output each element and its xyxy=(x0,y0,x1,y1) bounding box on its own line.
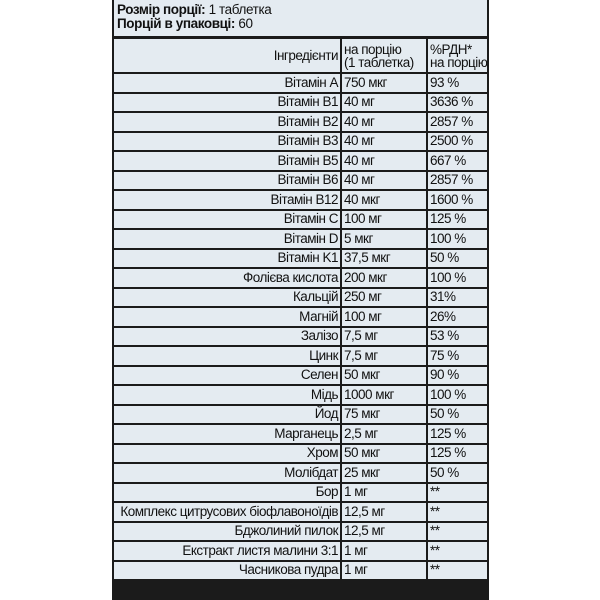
servings-per-container xyxy=(117,17,487,31)
ingredient-rda: ** xyxy=(427,541,487,561)
ingredient-rda: ** xyxy=(427,502,487,522)
ingredient-amount: 40 мг xyxy=(341,171,427,191)
ingredient-name: Вітамін B1 xyxy=(114,93,341,113)
ingredient-name: Фолієва кислота xyxy=(114,268,341,288)
supplement-facts-panel xyxy=(112,0,489,600)
ingredient-amount: 40 мг xyxy=(341,93,427,113)
table-row xyxy=(114,171,487,191)
ingredients-table xyxy=(114,39,487,579)
table-row xyxy=(114,268,487,288)
ingredient-name: Молібдат xyxy=(114,463,341,483)
ingredient-name: Вітамін A xyxy=(114,73,341,93)
ingredient-rda: 667 % xyxy=(427,151,487,171)
header-rda-line1: %РДН* xyxy=(430,41,472,57)
table-row xyxy=(114,405,487,425)
ingredient-name: Бор xyxy=(114,483,341,503)
ingredient-name: Вітамін B6 xyxy=(114,171,341,191)
table-row xyxy=(114,561,487,580)
ingredient-name: Вітамін B5 xyxy=(114,151,341,171)
ingredient-amount: 1 мг xyxy=(341,561,427,580)
ingredient-name: Залізо xyxy=(114,327,341,347)
header-amount-line2: (1 таблетка) xyxy=(344,54,414,70)
ingredient-rda: 50 % xyxy=(427,405,487,425)
ingredient-amount: 50 мкг xyxy=(341,444,427,464)
ingredient-name: Хром xyxy=(114,444,341,464)
table-row xyxy=(114,424,487,444)
ingredient-name: Магній xyxy=(114,307,341,327)
ingredient-rda: 50 % xyxy=(427,249,487,269)
ingredient-rda: ** xyxy=(427,561,487,580)
ingredient-amount: 250 мг xyxy=(341,288,427,308)
header-rda-line2: на порцію xyxy=(430,54,487,70)
ingredient-name: Цинк xyxy=(114,346,341,366)
ingredient-name: Вітамін B2 xyxy=(114,112,341,132)
ingredient-name: Вітамін K1 xyxy=(114,249,341,269)
ingredient-amount: 40 мкг xyxy=(341,190,427,210)
ingredient-amount: 40 мг xyxy=(341,151,427,171)
table-row xyxy=(114,93,487,113)
servings-per-container-value: 60 xyxy=(238,16,253,31)
ingredient-name: Мідь xyxy=(114,385,341,405)
table-header-row xyxy=(114,39,487,73)
serving-size-value: 1 таблетка xyxy=(208,2,272,17)
ingredient-name: Вітамін B3 xyxy=(114,132,341,152)
table-row xyxy=(114,327,487,347)
ingredient-name: Вітамін D xyxy=(114,229,341,249)
ingredient-amount: 200 мкг xyxy=(341,268,427,288)
ingredient-rda: ** xyxy=(427,522,487,542)
table-row xyxy=(114,307,487,327)
ingredient-amount: 12,5 мг xyxy=(341,502,427,522)
ingredient-rda: 26% xyxy=(427,307,487,327)
table-row xyxy=(114,541,487,561)
ingredient-amount: 7,5 мг xyxy=(341,346,427,366)
table-row xyxy=(114,346,487,366)
serving-info xyxy=(114,0,487,39)
ingredient-amount: 7,5 мг xyxy=(341,327,427,347)
ingredient-amount: 40 мг xyxy=(341,112,427,132)
ingredient-name: Селен xyxy=(114,366,341,386)
ingredient-name: Часникова пудра xyxy=(114,561,341,580)
ingredient-amount: 37,5 мкг xyxy=(341,249,427,269)
servings-per-container-label: Порцій в упаковці: xyxy=(117,16,235,31)
header-amount xyxy=(341,39,427,73)
ingredient-rda: 50 % xyxy=(427,463,487,483)
serving-size xyxy=(117,3,487,17)
table-row xyxy=(114,151,487,171)
ingredient-amount: 5 мкг xyxy=(341,229,427,249)
ingredient-amount: 25 мкг xyxy=(341,463,427,483)
table-row xyxy=(114,288,487,308)
table-row xyxy=(114,210,487,230)
ingredient-rda: 100 % xyxy=(427,385,487,405)
table-row xyxy=(114,522,487,542)
ingredient-rda: 100 % xyxy=(427,229,487,249)
table-row xyxy=(114,385,487,405)
ingredient-rda: ** xyxy=(427,483,487,503)
ingredient-rda: 93 % xyxy=(427,73,487,93)
table-row xyxy=(114,249,487,269)
ingredient-name: Кальцій xyxy=(114,288,341,308)
ingredient-name: Екстракт листя малини 3:1 xyxy=(114,541,341,561)
ingredient-rda: 75 % xyxy=(427,346,487,366)
ingredient-rda: 100 % xyxy=(427,268,487,288)
table-row xyxy=(114,229,487,249)
header-ingredients: Інгредієнти xyxy=(114,39,341,73)
table-row xyxy=(114,190,487,210)
table-row xyxy=(114,132,487,152)
ingredient-rda: 125 % xyxy=(427,444,487,464)
header-rda xyxy=(427,39,487,73)
ingredient-name: Марганець xyxy=(114,424,341,444)
header-amount-line1: на порцію xyxy=(344,41,402,57)
table-row xyxy=(114,483,487,503)
ingredient-name: Вітамін B12 xyxy=(114,190,341,210)
serving-size-label: Розмір порції: xyxy=(117,2,206,17)
ingredient-amount: 1 мг xyxy=(341,483,427,503)
table-row xyxy=(114,444,487,464)
ingredient-rda: 2857 % xyxy=(427,112,487,132)
ingredient-rda: 2500 % xyxy=(427,132,487,152)
ingredient-rda: 2857 % xyxy=(427,171,487,191)
ingredient-amount: 100 мг xyxy=(341,210,427,230)
ingredient-rda: 31% xyxy=(427,288,487,308)
table-row xyxy=(114,73,487,93)
ingredient-amount: 1 мг xyxy=(341,541,427,561)
ingredient-amount: 12,5 мг xyxy=(341,522,427,542)
ingredient-name: Бджолиний пилок xyxy=(114,522,341,542)
ingredient-name: Вітамін C xyxy=(114,210,341,230)
ingredient-rda: 1600 % xyxy=(427,190,487,210)
ingredient-amount: 2,5 мг xyxy=(341,424,427,444)
table-row xyxy=(114,112,487,132)
table-row xyxy=(114,463,487,483)
ingredient-amount: 40 мг xyxy=(341,132,427,152)
ingredient-amount: 1000 мкг xyxy=(341,385,427,405)
ingredient-name: Йод xyxy=(114,405,341,425)
table-row xyxy=(114,502,487,522)
ingredient-rda: 125 % xyxy=(427,210,487,230)
ingredient-name: Комплекс цитрусових біофлавоноїдів xyxy=(114,502,341,522)
ingredient-amount: 100 мг xyxy=(341,307,427,327)
ingredient-amount: 750 мкг xyxy=(341,73,427,93)
ingredient-rda: 90 % xyxy=(427,366,487,386)
ingredient-rda: 3636 % xyxy=(427,93,487,113)
table-row xyxy=(114,366,487,386)
ingredient-amount: 75 мкг xyxy=(341,405,427,425)
ingredient-rda: 53 % xyxy=(427,327,487,347)
ingredient-rda: 125 % xyxy=(427,424,487,444)
ingredient-amount: 50 мкг xyxy=(341,366,427,386)
